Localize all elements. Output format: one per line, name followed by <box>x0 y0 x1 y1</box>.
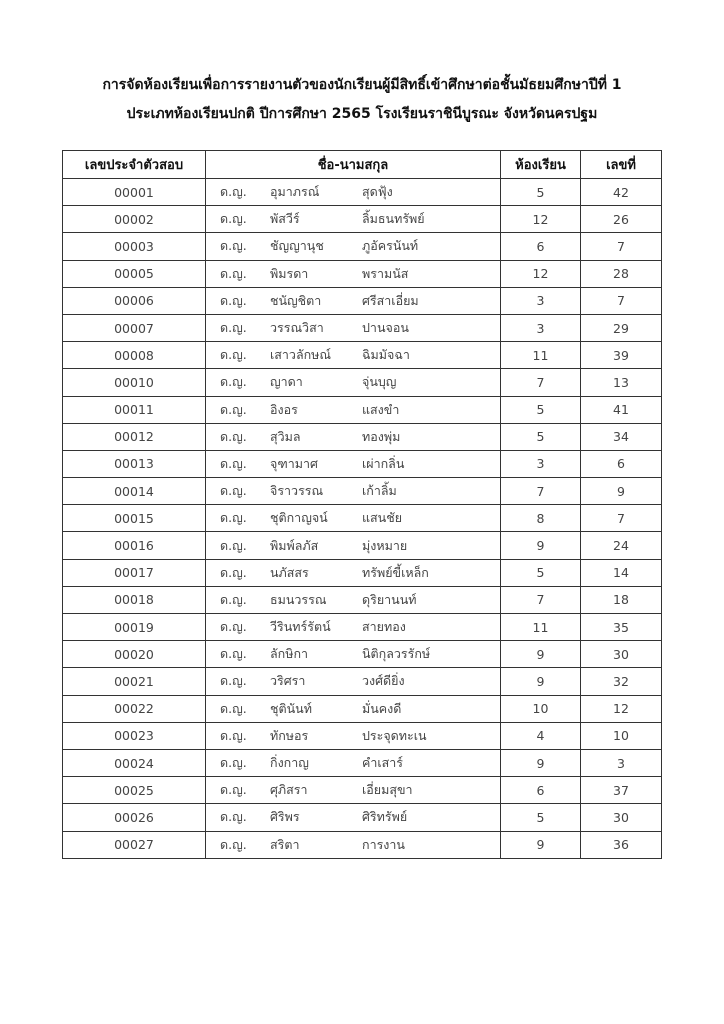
classroom-cell: 5 <box>501 179 581 206</box>
full-name-cell <box>206 478 501 505</box>
seat-number-cell: 14 <box>581 559 662 586</box>
classroom-cell: 5 <box>501 559 581 586</box>
name-prefix: ด.ญ. <box>220 184 247 200</box>
table-row <box>63 722 662 749</box>
seat-number-cell: 30 <box>581 641 662 668</box>
name-prefix: ด.ญ. <box>220 292 247 308</box>
full-name-cell <box>206 423 501 450</box>
last-name: จุ่นบุญ <box>362 374 397 390</box>
last-name: การงาน <box>362 836 405 852</box>
exam-id-cell: 00003 <box>63 233 206 260</box>
table-row <box>63 314 662 341</box>
first-name: อิงอร <box>270 401 298 417</box>
full-name-cell <box>206 668 501 695</box>
exam-id-cell: 00021 <box>63 668 206 695</box>
first-name: จิราวรรณ <box>270 483 324 499</box>
last-name: แสงขำ <box>362 401 400 417</box>
seat-number-cell: 7 <box>581 505 662 532</box>
full-name-cell <box>206 342 501 369</box>
first-name: เสาวลักษณ์ <box>270 347 332 363</box>
seat-number-cell: 42 <box>581 179 662 206</box>
full-name-cell <box>206 260 501 287</box>
table-row <box>63 450 662 477</box>
name-prefix: ด.ญ. <box>220 564 247 580</box>
classroom-cell: 12 <box>501 206 581 233</box>
name-prefix: ด.ญ. <box>220 673 247 689</box>
name-prefix: ด.ญ. <box>220 591 247 607</box>
classroom-cell: 5 <box>501 396 581 423</box>
exam-id-cell: 00005 <box>63 260 206 287</box>
name-prefix: ด.ญ. <box>220 428 247 444</box>
exam-id-cell: 00025 <box>63 777 206 804</box>
exam-id-cell: 00024 <box>63 749 206 776</box>
seat-number-cell: 7 <box>581 287 662 314</box>
table-row <box>63 641 662 668</box>
last-name: สุดฟุ้ง <box>362 184 393 200</box>
table-row <box>63 586 662 613</box>
seat-number-cell: 26 <box>581 206 662 233</box>
last-name: สายทอง <box>362 619 406 635</box>
exam-id-cell: 00022 <box>63 695 206 722</box>
name-prefix: ด.ญ. <box>220 700 247 716</box>
last-name: เก้าลิ้ม <box>362 483 397 499</box>
classroom-cell: 7 <box>501 369 581 396</box>
last-name: ภูอัครนันท์ <box>362 238 419 254</box>
table-row <box>63 260 662 287</box>
first-name: กิ่งกาญ <box>270 755 309 771</box>
first-name: สริตา <box>270 836 300 852</box>
classroom-cell: 5 <box>501 804 581 831</box>
table-row <box>63 559 662 586</box>
exam-id-cell: 00010 <box>63 369 206 396</box>
table-row <box>63 777 662 804</box>
classroom-cell: 7 <box>501 478 581 505</box>
seat-number-cell: 18 <box>581 586 662 613</box>
first-name: ชัญญานุช <box>270 238 324 254</box>
name-prefix: ด.ญ. <box>220 537 247 553</box>
last-name: ทรัพย์ขี้เหล็ก <box>362 564 429 580</box>
name-prefix: ด.ญ. <box>220 727 247 743</box>
table-row <box>63 287 662 314</box>
first-name: ชุตินันท์ <box>270 700 312 716</box>
exam-id-cell: 00020 <box>63 641 206 668</box>
student-room-table <box>62 150 662 859</box>
first-name: นภัสสร <box>270 564 309 580</box>
exam-id-cell: 00027 <box>63 831 206 858</box>
full-name-cell <box>206 614 501 641</box>
exam-id-cell: 00019 <box>63 614 206 641</box>
full-name-cell <box>206 804 501 831</box>
exam-id-cell: 00014 <box>63 478 206 505</box>
last-name: เอี่ยมสุขา <box>362 782 413 798</box>
classroom-cell: 9 <box>501 831 581 858</box>
first-name: ศุภิสรา <box>270 782 308 798</box>
classroom-cell: 9 <box>501 532 581 559</box>
exam-id-cell: 00007 <box>63 314 206 341</box>
last-name: มุ่งหมาย <box>362 537 408 553</box>
classroom-cell: 5 <box>501 423 581 450</box>
seat-number-cell: 41 <box>581 396 662 423</box>
classroom-cell: 12 <box>501 260 581 287</box>
name-prefix: ด.ญ. <box>220 238 247 254</box>
name-prefix: ด.ญ. <box>220 320 247 336</box>
exam-id-cell: 00013 <box>63 450 206 477</box>
last-name: คำเสาร์ <box>362 755 404 771</box>
header-exam-id: เลขประจำตัวสอบ <box>63 151 206 179</box>
seat-number-cell: 39 <box>581 342 662 369</box>
table-row <box>63 342 662 369</box>
name-prefix: ด.ญ. <box>220 510 247 526</box>
full-name-cell <box>206 396 501 423</box>
seat-number-cell: 35 <box>581 614 662 641</box>
classroom-cell: 7 <box>501 586 581 613</box>
table-row <box>63 804 662 831</box>
classroom-cell: 9 <box>501 641 581 668</box>
seat-number-cell: 24 <box>581 532 662 559</box>
full-name-cell <box>206 695 501 722</box>
exam-id-cell: 00002 <box>63 206 206 233</box>
exam-id-cell: 00012 <box>63 423 206 450</box>
seat-number-cell: 36 <box>581 831 662 858</box>
last-name: พรามนัส <box>362 265 409 281</box>
name-prefix: ด.ญ. <box>220 809 247 825</box>
last-name: ลิ้มธนทรัพย์ <box>362 211 425 227</box>
first-name: พิมพ์ลภัส <box>270 537 319 553</box>
full-name-cell <box>206 369 501 396</box>
table-row <box>63 831 662 858</box>
exam-id-cell: 00001 <box>63 179 206 206</box>
seat-number-cell: 3 <box>581 749 662 776</box>
exam-id-cell: 00023 <box>63 722 206 749</box>
last-name: ทองพุ่ม <box>362 428 401 444</box>
seat-number-cell: 30 <box>581 804 662 831</box>
exam-id-cell: 00006 <box>63 287 206 314</box>
table-row <box>63 695 662 722</box>
classroom-cell: 3 <box>501 450 581 477</box>
name-prefix: ด.ญ. <box>220 646 247 662</box>
document-title-line-2: ประเภทห้องเรียนปกติ ปีการศึกษา 2565 โรงเรียนราชินีบูรณะ จังหวัดนครปฐม <box>126 106 598 122</box>
classroom-cell: 9 <box>501 749 581 776</box>
first-name: อุมาภรณ์ <box>270 184 320 200</box>
name-prefix: ด.ญ. <box>220 374 247 390</box>
classroom-cell: 3 <box>501 287 581 314</box>
seat-number-cell: 13 <box>581 369 662 396</box>
full-name-cell <box>206 559 501 586</box>
table-row <box>63 505 662 532</box>
last-name: ศิริทรัพย์ <box>362 809 408 825</box>
first-name: ชุติกาญจน์ <box>270 510 328 526</box>
seat-number-cell: 32 <box>581 668 662 695</box>
name-prefix: ด.ญ. <box>220 483 247 499</box>
full-name-cell <box>206 450 501 477</box>
seat-number-cell: 37 <box>581 777 662 804</box>
classroom-cell: 9 <box>501 668 581 695</box>
table-row <box>63 478 662 505</box>
full-name-cell <box>206 233 501 260</box>
name-prefix: ด.ญ. <box>220 455 247 471</box>
first-name: พัสวีร์ <box>270 211 300 227</box>
full-name-cell <box>206 641 501 668</box>
name-prefix: ด.ญ. <box>220 782 247 798</box>
exam-id-cell: 00011 <box>63 396 206 423</box>
last-name: วงศ์ดียิ่ง <box>362 673 405 689</box>
header-full-name: ชื่อ-นามสกุล <box>206 151 501 179</box>
first-name: ญาดา <box>270 374 303 390</box>
table-row <box>63 668 662 695</box>
last-name: แสนชัย <box>362 510 403 526</box>
table-row <box>63 614 662 641</box>
full-name-cell <box>206 532 501 559</box>
classroom-cell: 3 <box>501 314 581 341</box>
full-name-cell <box>206 314 501 341</box>
first-name: วริศรา <box>270 673 306 689</box>
table-row <box>63 532 662 559</box>
full-name-cell <box>206 586 501 613</box>
full-name-cell <box>206 179 501 206</box>
classroom-cell: 8 <box>501 505 581 532</box>
table-row <box>63 749 662 776</box>
last-name: ศรีสาเอี่ยม <box>362 292 419 308</box>
first-name: ชนัญชิตา <box>270 292 322 308</box>
classroom-cell: 10 <box>501 695 581 722</box>
exam-id-cell: 00017 <box>63 559 206 586</box>
seat-number-cell: 7 <box>581 233 662 260</box>
table-row <box>63 233 662 260</box>
name-prefix: ด.ญ. <box>220 211 247 227</box>
seat-number-cell: 29 <box>581 314 662 341</box>
exam-id-cell: 00026 <box>63 804 206 831</box>
first-name: ลักษิกา <box>270 646 309 662</box>
seat-number-cell: 10 <box>581 722 662 749</box>
first-name: ธมนวรรณ <box>270 591 327 607</box>
table-row <box>63 396 662 423</box>
table-row <box>63 423 662 450</box>
table-header-row <box>63 151 662 179</box>
last-name: ประจุดทะเน <box>362 727 427 743</box>
full-name-cell <box>206 749 501 776</box>
last-name: มั่นคงดี <box>362 700 402 716</box>
full-name-cell <box>206 777 501 804</box>
last-name: เผ่ากลิ่น <box>362 455 405 471</box>
classroom-cell: 4 <box>501 722 581 749</box>
seat-number-cell: 9 <box>581 478 662 505</box>
exam-id-cell: 00008 <box>63 342 206 369</box>
full-name-cell <box>206 505 501 532</box>
header-classroom: ห้องเรียน <box>501 151 581 179</box>
table-row <box>63 179 662 206</box>
document-title-line-1: การจัดห้องเรียนเพื่อการรายงานตัวของนักเรียนผู้มีสิทธิ์เข้าศึกษาต่อชั้นมัธยมศึกษาปีที่ 1 <box>102 77 622 93</box>
first-name: พิมรดา <box>270 265 309 281</box>
name-prefix: ด.ญ. <box>220 755 247 771</box>
first-name: ทักษอร <box>270 727 309 743</box>
exam-id-cell: 00015 <box>63 505 206 532</box>
seat-number-cell: 12 <box>581 695 662 722</box>
first-name: จุฑามาศ <box>270 455 318 471</box>
first-name: วรรณวิสา <box>270 320 324 336</box>
table-row <box>63 206 662 233</box>
classroom-cell: 6 <box>501 233 581 260</box>
first-name: วีรินทร์รัตน์ <box>270 619 331 635</box>
exam-id-cell: 00018 <box>63 586 206 613</box>
last-name: ฉิมมัจฉา <box>362 347 410 363</box>
last-name: นิติกุลวรรักษ์ <box>362 646 431 662</box>
full-name-cell <box>206 831 501 858</box>
classroom-cell: 11 <box>501 342 581 369</box>
first-name: ศิริพร <box>270 809 300 825</box>
last-name: ปานจอน <box>362 320 409 336</box>
seat-number-cell: 34 <box>581 423 662 450</box>
full-name-cell <box>206 287 501 314</box>
first-name: สุวิมล <box>270 428 301 444</box>
name-prefix: ด.ญ. <box>220 265 247 281</box>
name-prefix: ด.ญ. <box>220 836 247 852</box>
name-prefix: ด.ญ. <box>220 347 247 363</box>
name-prefix: ด.ญ. <box>220 619 247 635</box>
classroom-cell: 11 <box>501 614 581 641</box>
classroom-cell: 6 <box>501 777 581 804</box>
table-row <box>63 369 662 396</box>
full-name-cell <box>206 722 501 749</box>
name-prefix: ด.ญ. <box>220 401 247 417</box>
seat-number-cell: 28 <box>581 260 662 287</box>
seat-number-cell: 6 <box>581 450 662 477</box>
full-name-cell <box>206 206 501 233</box>
header-seat-number: เลขที่ <box>581 151 662 179</box>
last-name: ดุริยานนท์ <box>362 591 417 607</box>
exam-id-cell: 00016 <box>63 532 206 559</box>
